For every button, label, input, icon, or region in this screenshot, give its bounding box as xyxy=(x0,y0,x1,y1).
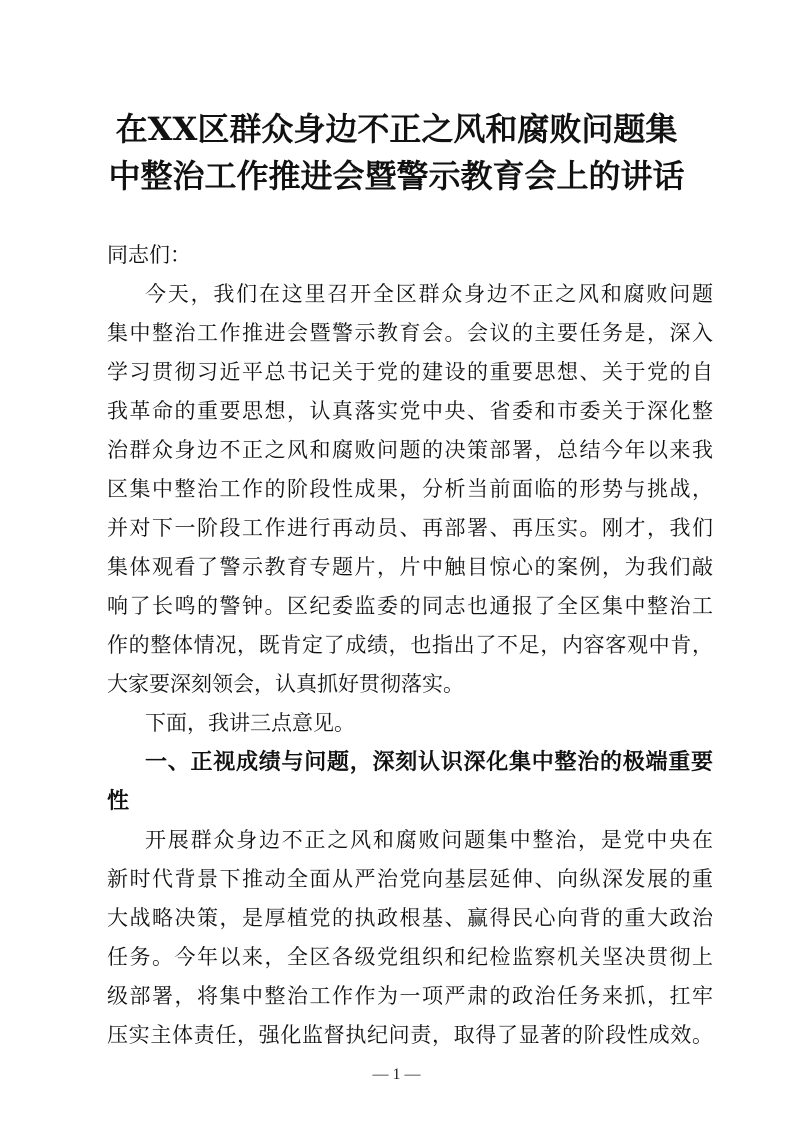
text-line: 集中整治工作推进会暨警示教育会。会议的主要任务是，深入 xyxy=(107,321,713,345)
text-line: 我革命的重要思想，认真落实党中央、省委和市委关于深化整 xyxy=(107,399,713,423)
section-heading-line: 一、正视成绩与问题，深刻认识深化集中整治的极端重要 xyxy=(145,750,713,775)
text-line: 大战略决策，是厚植党的执政根基、赢得民心向背的重大政治 xyxy=(107,906,713,930)
section-heading-line: 性 xyxy=(107,789,130,814)
text-line: 级部署，将集中整治工作作为一项严肃的政治任务来抓，扛牢 xyxy=(107,984,713,1008)
document-body xyxy=(107,236,713,1055)
text-line: 开展群众身边不正之风和腐败问题集中整治，是党中央在 xyxy=(145,828,713,852)
text-line: 治群众身边不正之风和腐败问题的决策部署，总结今年以来我 xyxy=(107,438,713,462)
page-number: — 1 — xyxy=(372,1066,421,1083)
text-line: 学习贯彻习近平总书记关于党的建设的重要思想、关于党的自 xyxy=(107,360,713,384)
text-line: 并对下一阶段工作进行再动员、再部署、再压实。刚才，我们 xyxy=(107,516,713,540)
text-line: 响了长鸣的警钟。区纪委监委的同志也通报了全区集中整治工 xyxy=(107,594,713,618)
text-line: 今天，我们在这里召开全区群众身边不正之风和腐败问题 xyxy=(145,282,713,306)
text-line: 集体观看了警示教育专题片，片中触目惊心的案例，为我们敲 xyxy=(107,555,713,579)
text-line: 下面，我讲三点意见。 xyxy=(145,711,355,735)
text-line: 新时代背景下推动全面从严治党向基层延伸、向纵深发展的重 xyxy=(107,867,713,891)
text-line: 大家要深刻领会，认真抓好贯彻落实。 xyxy=(107,672,464,696)
document-title-line-2: 中整治工作推进会暨警示教育会上的讲话 xyxy=(108,157,685,195)
text-line: 同志们： xyxy=(107,243,191,267)
text-line: 作的整体情况，既肯定了成绩，也指出了不足，内容客观中肯， xyxy=(107,633,713,657)
text-line: 压实主体责任，强化监督执纪问责，取得了显著的阶段性成效。 xyxy=(107,1023,713,1047)
text-line: 区集中整治工作的阶段性成果，分析当前面临的形势与挑战， xyxy=(107,477,713,501)
text-line: 任务。今年以来，全区各级党组织和纪检监察机关坚决贯彻上 xyxy=(107,945,713,969)
document-title-line-1: 在XX区群众身边不正之风和腐败问题集 xyxy=(115,110,678,148)
